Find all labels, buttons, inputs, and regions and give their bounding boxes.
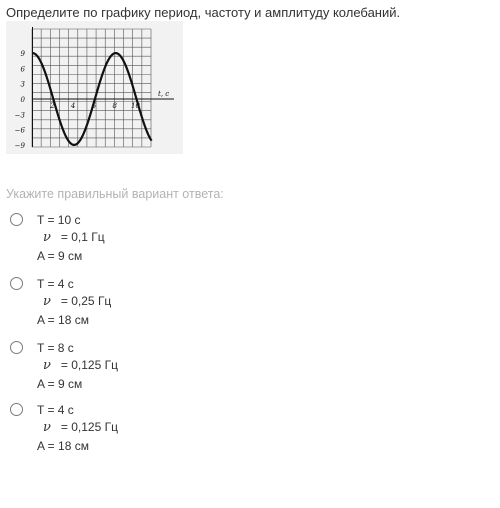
y-tick-label: −9 [14,141,25,150]
x-axis-label: t, c [158,90,170,98]
y-tick-label: 6 [20,65,25,74]
option-frequency: = 0,125 Гц [60,420,118,434]
y-tick-labels [15,50,26,150]
option-frequency-line [43,358,118,373]
question-title: Определите по графику период, частоту и амплитуду колебаний. [6,5,401,20]
option-period: T = 8 c [37,341,74,355]
option-frequency: = 0,1 Гц [60,230,105,244]
answer-option-1[interactable] [10,211,310,271]
option-frequency-line [43,294,111,309]
answer-option-2[interactable] [10,275,310,335]
radio-button[interactable] [10,403,23,416]
answer-option-4[interactable] [10,401,310,461]
x-tick-label: 6 [91,102,97,110]
option-amplitude: A = 9 см [37,249,83,263]
option-frequency: = 0,125 Гц [60,358,118,372]
y-tick-label: 0 [20,96,25,104]
y-tick-label: −6 [14,126,25,135]
radio-button[interactable] [10,213,23,226]
option-period: T = 4 c [37,403,74,417]
nu-symbol: ν [43,294,51,309]
option-amplitude: A = 9 см [37,377,83,391]
nu-symbol: ν [43,420,51,435]
oscillation-graph-svg [6,21,183,154]
option-amplitude: A = 18 см [37,439,89,453]
x-tick-label: 2 [50,102,55,110]
x-tick-label: 4 [70,102,76,110]
x-tick-label: 8 [112,102,117,110]
y-tick-label: 9 [20,50,25,59]
radio-button[interactable] [10,277,23,290]
y-tick-label: 3 [20,80,25,89]
answer-prompt: Укажите правильный вариант ответа: [6,187,224,201]
y-tick-label: −3 [14,111,25,120]
option-frequency-line [43,420,118,435]
option-frequency-line [43,230,105,245]
option-frequency: = 0,25 Гц [60,294,112,308]
nu-symbol: ν [43,358,51,373]
answer-option-3[interactable] [10,339,310,399]
option-amplitude: A = 18 см [37,313,89,327]
nu-symbol: ν [43,230,51,245]
x-tick-label: 10 [131,102,140,110]
oscillation-graph [6,21,183,154]
radio-button[interactable] [10,341,23,354]
x-tick-labels [49,102,140,110]
option-period: T = 10 c [37,213,81,227]
option-period: T = 4 c [37,277,74,291]
